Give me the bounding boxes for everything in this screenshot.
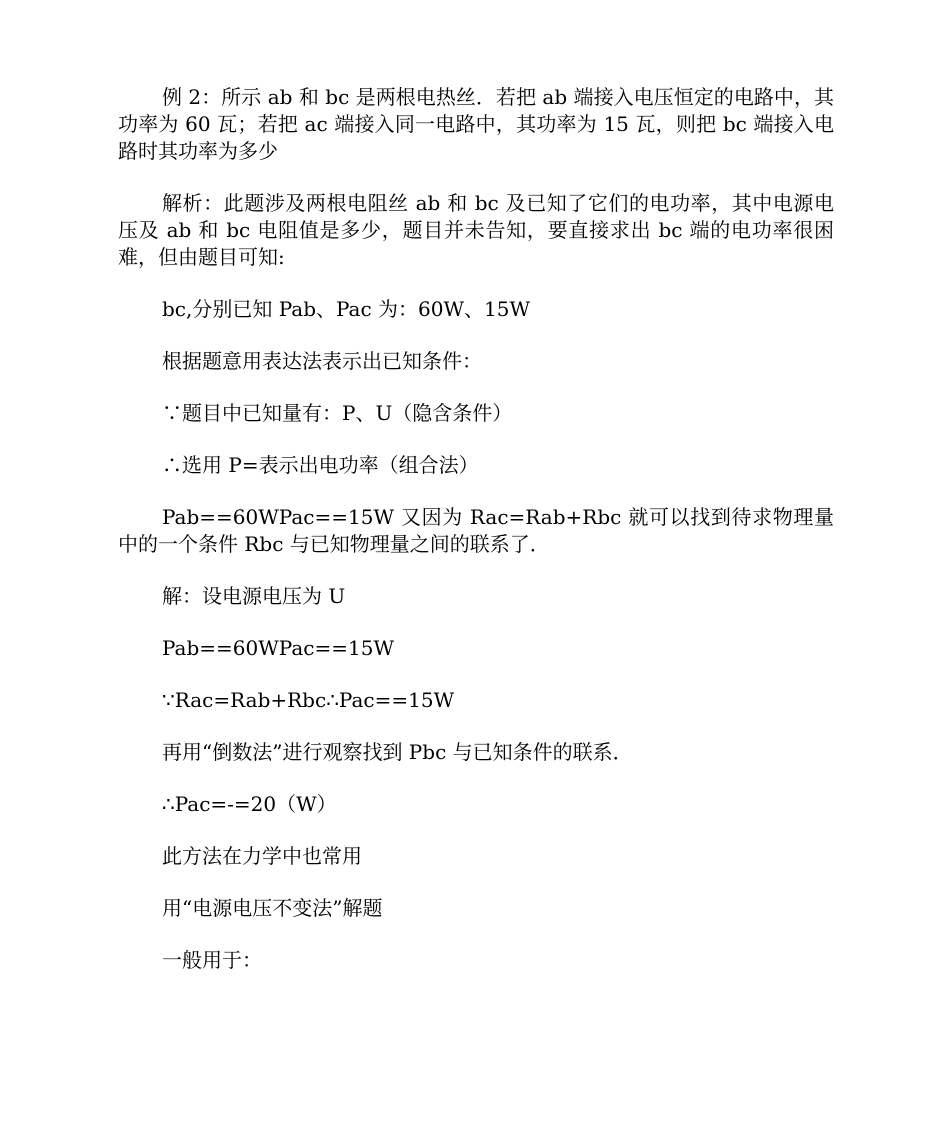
- mechanics-note-line: 此方法在力学中也常用: [162, 844, 362, 868]
- problem-statement: 例 2：所示 ab 和 bc 是两根电热丝．若把 ab 端接入电压恒定的电路中，其功率为 60 瓦；若把 ac 端接入同一电路中，其功率为 15 瓦，则把 bc 端接入电路时其功率为多少: [118, 85, 834, 163]
- solution-start-line: 解：设电源电压为 U: [162, 584, 346, 608]
- result-line: ∴Pac=-=20（W）: [162, 792, 337, 816]
- given-quantities-line: ∵题目中已知量有：P、U（隐含条件）: [162, 401, 513, 425]
- relationship-paragraph: Pab==60WPac==15W 又因为 Rac=Rab+Rbc 就可以找到待求物理量中的一个条件 Rbc 与已知物理量之间的联系了．: [118, 505, 834, 556]
- document-page: [118, 84, 834, 999]
- known-values-line: bc,分别已知 Pab、Pac 为：60W、15W: [162, 297, 531, 321]
- equation-line-1: Pab==60WPac==15W: [162, 636, 395, 660]
- equation-line-2: ∵Rac=Rab+Rbc∴Pac==15W: [162, 688, 455, 712]
- method-line: 根据题意用表达法表示出已知条件：: [162, 349, 482, 373]
- usage-line: 一般用于：: [162, 948, 262, 972]
- analysis-paragraph: 解析：此题涉及两根电阻丝 ab 和 bc 及已知了它们的电功率，其中电源电压及 ab 和 bc 电阻值是多少，题目并未告知，要直接求出 bc 端的电功率很困难，但由题目可知:: [118, 191, 834, 269]
- method-heading-line: 用“电源电压不变法”解题: [162, 896, 383, 920]
- formula-choice-line: ∴选用 P=表示出电功率（组合法）: [162, 453, 479, 477]
- reciprocal-method-line: 再用“倒数法”进行观察找到 Pbc 与已知条件的联系．: [162, 740, 633, 764]
